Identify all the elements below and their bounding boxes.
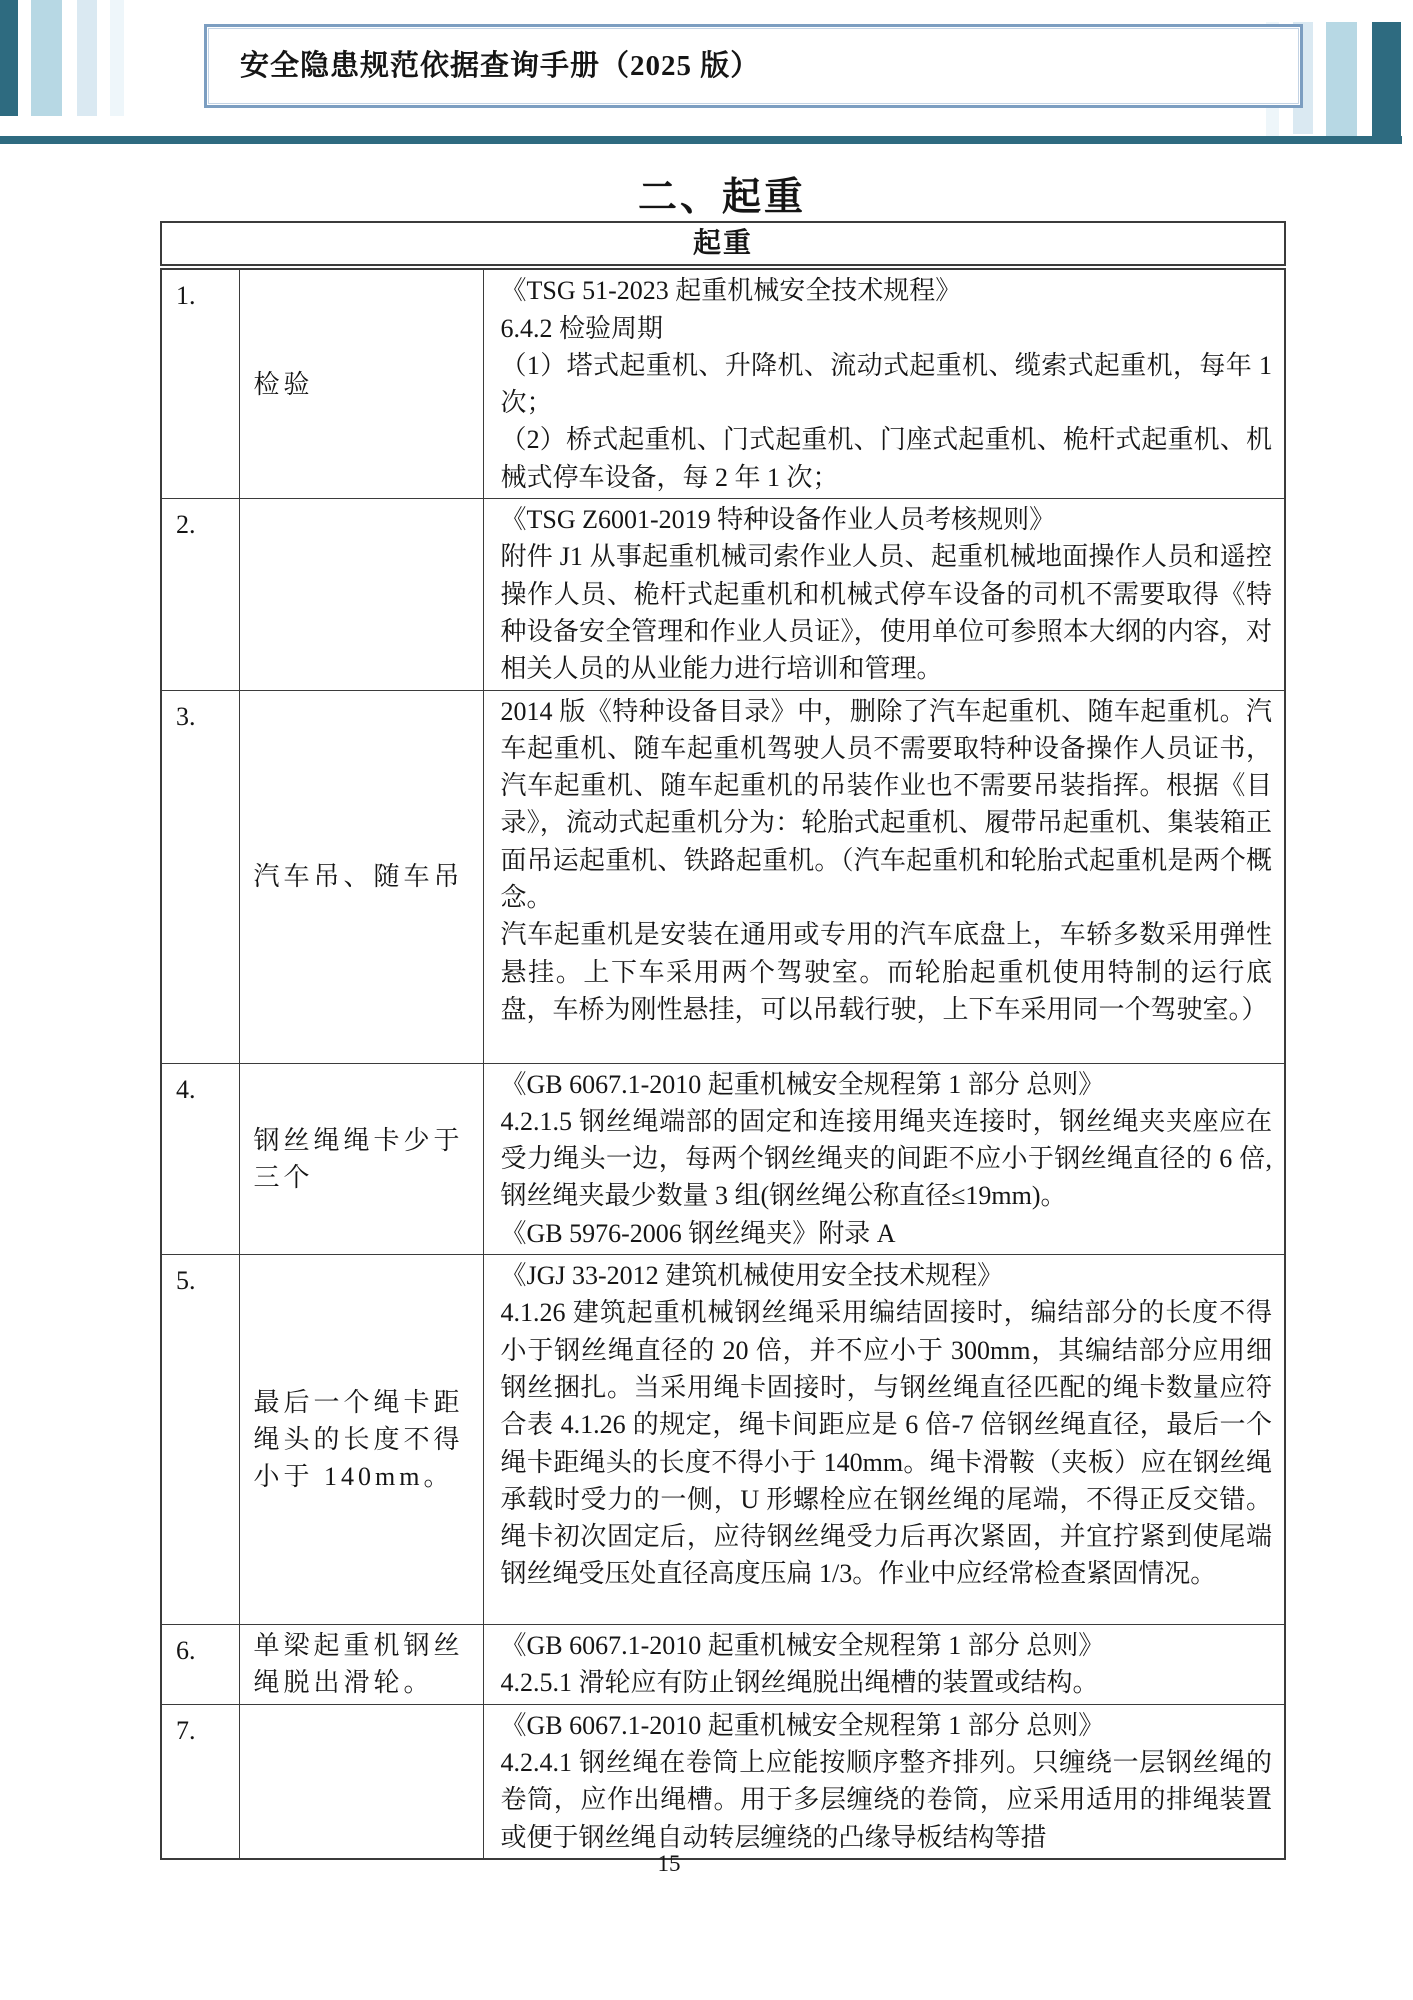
content-paragraph: 4.2.5.1 滑轮应有防止钢丝绳脱出绳槽的装置或结构。	[500, 1668, 1099, 1698]
category-cell: 最后一个绳卡距绳头的长度不得小于 140mm。	[239, 1255, 483, 1625]
content-paragraph: 2014 版《特种设备目录》中，删除了汽车起重机、随车起重机。汽车起重机、随车起重机驾驶人员不需要取特种设备操作人员证书，汽车起重机、随车起重机的吊装作业也不需要吊装指挥。根据《目录》，流动式起重机分为：轮胎式起重机、履带吊起重机、集装箱正面吊运起重机、铁路起重机。（汽车起重机和轮胎式起重机是两个概念。	[500, 696, 1272, 913]
content-paragraph: 《GB 5976-2006 钢丝绳夹》附录 A	[500, 1218, 896, 1248]
decoration-bar-left-pale	[77, 0, 97, 116]
content-cell	[483, 1704, 1285, 1859]
row-number-cell: 3.	[161, 690, 239, 1063]
content-cell	[483, 267, 1285, 498]
content-paragraph: 《GB 6067.1-2010 起重机械安全规程第 1 部分 总则》	[500, 1069, 1105, 1099]
category-cell: 汽车吊、随车吊	[239, 690, 483, 1063]
decoration-bar-left-mid	[31, 0, 62, 116]
table-row	[161, 499, 1285, 690]
table-header-row	[161, 222, 1285, 267]
header-title-box	[204, 24, 1303, 108]
content-cell	[483, 690, 1285, 1063]
row-number-cell: 4.	[161, 1063, 239, 1254]
regulation-table	[160, 221, 1286, 1860]
content-paragraph: 附件 J1 从事起重机械司索作业人员、起重机械地面操作人员和遥控操作人员、桅杆式起重机和机械式停车设备的司机不需要取得《特种设备安全管理和作业人员证》，使用单位可参照本大纲的内容，对相关人员的从业能力进行培训和管理。	[500, 542, 1272, 684]
category-cell: 钢丝绳绳卡少于三个	[239, 1063, 483, 1254]
category-cell: 单梁起重机钢丝绳脱出滑轮。	[239, 1625, 483, 1705]
decoration-bar-left-faint	[110, 0, 124, 116]
decoration-bar-right-mid	[1326, 22, 1357, 137]
category-cell	[239, 499, 483, 690]
content-cell	[483, 1255, 1285, 1625]
content-cell	[483, 1063, 1285, 1254]
category-cell	[239, 1704, 483, 1859]
table-row	[161, 1063, 1285, 1254]
manual-title: 安全隐患规范依据查询手册（2025 版）	[240, 49, 761, 82]
decoration-bar-right-dark	[1372, 22, 1401, 142]
content-paragraph: （2）桥式起重机、门式起重机、门座式起重机、桅杆式起重机、机械式停车设备，每 2 年 1 次；	[500, 425, 1272, 492]
table-row	[161, 1625, 1285, 1705]
section-title: 二、起重	[637, 176, 806, 219]
decoration-horizontal-rule	[0, 136, 1402, 144]
row-number-cell: 7.	[161, 1704, 239, 1859]
row-number-cell: 6.	[161, 1625, 239, 1705]
content-paragraph: 4.2.1.5 钢丝绳端部的固定和连接用绳夹连接时，钢丝绳夹夹座应在受力绳头一边，每两个钢丝绳夹的间距不应小于钢丝绳直径的 6 倍,钢丝绳夹最少数量 3 组(钢丝绳公称直径≤19mm)。	[500, 1106, 1272, 1211]
table-title: 起重	[161, 222, 1285, 267]
table-row	[161, 690, 1285, 1063]
content-paragraph: 4.1.26 建筑起重机械钢丝绳采用编结固接时，编结部分的长度不得小于钢丝绳直径的 20 倍，并不应小于 300mm，其编结部分应用细钢丝捆扎。当采用绳卡固接时，与钢丝绳直径匹配的绳卡数量应符合表 4.1.26 的规定，绳卡间距应是 6 倍-7 倍钢丝绳直径，最后一个绳卡距绳头的长度不得小于 140mm。绳卡滑鞍（夹板）应在钢丝绳承载时受力的一侧，U 形螺栓应在钢丝绳的尾端，不得正反交错。绳卡初次固定后，应待钢丝绳受力后再次紧固，并宜拧紧到使尾端钢丝绳受压处直径高度压扁 1/3。作业中应经常检查紧固情况。	[500, 1298, 1272, 1589]
content-paragraph: 《TSG 51-2023 起重机械安全技术规程》	[500, 276, 962, 306]
row-number-cell: 1.	[161, 267, 239, 498]
content-paragraph: 《GB 6067.1-2010 起重机械安全规程第 1 部分 总则》	[500, 1631, 1105, 1661]
table-row	[161, 1704, 1285, 1859]
table-body	[161, 267, 1285, 1859]
content-paragraph: 4.2.4.1 钢丝绳在卷筒上应能按顺序整齐排列。只缠绕一层钢丝绳的卷筒，应作出绳槽。用于多层缠绕的卷筒，应采用适用的排绳装置或便于钢丝绳自动转层缠绕的凸缘导板结构等措	[500, 1747, 1272, 1852]
content-paragraph: 《JGJ 33-2012 建筑机械使用安全技术规程》	[500, 1261, 1004, 1291]
table-row	[161, 1255, 1285, 1625]
content-cell	[483, 1625, 1285, 1705]
content-paragraph: 《TSG Z6001-2019 特种设备作业人员考核规则》	[500, 505, 1056, 535]
row-number-cell: 5.	[161, 1255, 239, 1625]
decoration-bar-left-dark	[0, 0, 18, 116]
content-paragraph: （1）塔式起重机、升降机、流动式起重机、缆索式起重机，每年 1 次；	[500, 350, 1272, 418]
category-cell: 检验	[239, 267, 483, 498]
table-row	[161, 267, 1285, 498]
content-paragraph: 《GB 6067.1-2010 起重机械安全规程第 1 部分 总则》	[500, 1710, 1105, 1740]
content-paragraph: 6.4.2 检验周期	[500, 313, 664, 343]
page-number: 15	[657, 1851, 681, 1876]
content-cell	[483, 499, 1285, 690]
content-paragraph: 汽车起重机是安装在通用或专用的汽车底盘上，车轿多数采用弹性悬挂。上下车采用两个驾驶室。而轮胎起重机使用特制的运行底盘，车桥为刚性悬挂，可以吊载行驶，上下车采用同一个驾驶室。）	[500, 920, 1272, 1024]
row-number-cell: 2.	[161, 499, 239, 690]
